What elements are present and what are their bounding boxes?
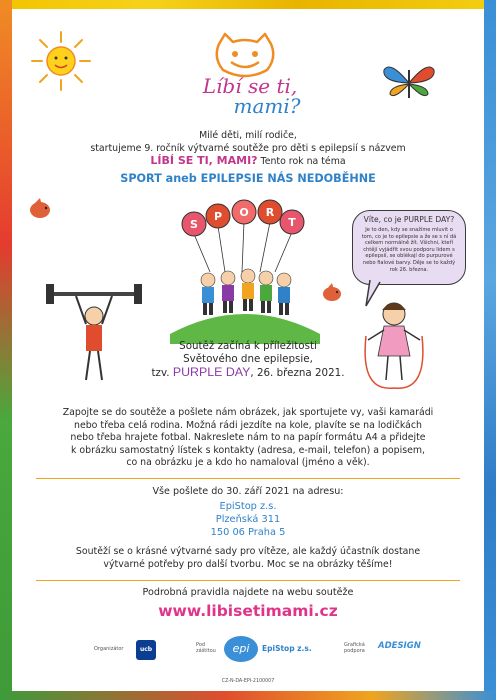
sport-balloons-drawing xyxy=(170,194,320,344)
instructions-line: nebo třeba hrajete fotbal. Nakreslete nám to na papír formátu A4 a přidejte xyxy=(70,432,426,444)
intro-greeting: Milé děti, milí rodiče, xyxy=(199,130,297,141)
start-line3-pre: tzv. xyxy=(151,366,173,379)
sun-drawing xyxy=(28,28,94,94)
organizer-label: Organizátor xyxy=(94,646,124,652)
ucb-logo: ucb xyxy=(136,640,156,660)
intro-block xyxy=(40,130,456,186)
logo-title xyxy=(180,76,320,116)
balloon-letter-4: R xyxy=(265,206,275,219)
rules-text: Podrobná pravidla najdete na webu soutěže xyxy=(142,587,354,598)
balloon-letter-2: P xyxy=(213,210,223,223)
start-line3 xyxy=(120,366,376,380)
bird-right-drawing xyxy=(320,282,344,304)
bird-left-drawing xyxy=(26,196,54,222)
graphic-label: Grafická podpora xyxy=(344,642,365,654)
prizes xyxy=(36,546,460,571)
butterfly-drawing xyxy=(380,58,438,108)
patron-label: Pod záštitou xyxy=(196,642,216,654)
start-line1: Soutěž začíná k příležitosti xyxy=(179,340,317,352)
logo-line1: Líbí se ti, xyxy=(202,74,298,98)
bubble-body: Je to den, kdy se snažíme mluvit o tom, co je to epilepsie a že se s ní dá celkem normálně žít. Všichni, kteří chtějí vyjádřit svou podporu lidem s epilepsií, se oblékají do purpurové nebo fialové barvy. Děje se to každý rok 26. března. xyxy=(361,227,457,273)
instructions-line: co na obrázku je a kdo ho namaloval (jméno a věk). xyxy=(126,457,370,469)
contest-theme: SPORT aneb EPILEPSIE NÁS NEDOBĚHNE xyxy=(120,171,376,185)
frame-left xyxy=(0,0,12,700)
divider-2 xyxy=(36,580,460,581)
address-block xyxy=(100,485,396,539)
purple-day-bubble xyxy=(352,210,466,285)
contest-name: LÍBÍ SE TI, MAMI? xyxy=(150,154,258,168)
epistop-logo-text: EpiStop z.s. xyxy=(262,644,312,653)
epi-logo-icon: epi xyxy=(224,636,258,662)
instructions xyxy=(36,407,460,470)
address-line2: Plzeňská 311 xyxy=(215,514,281,525)
instructions-line: nebo třeba celá rodina. Možná rádi jezdíte na kole, plavíte se na lodičkách xyxy=(74,419,422,431)
divider-1 xyxy=(36,478,460,479)
footer-code: CZ-N-DA-EPI-2100007 xyxy=(221,679,275,684)
prizes-line1: Soutěží se o krásné výtvarné sady pro vítěze, ale každý účastník dostane xyxy=(75,546,421,557)
logo-line2: mami? xyxy=(233,94,301,118)
address-line3: 150 06 Praha 5 xyxy=(210,527,286,538)
start-line2: Světového dne epilepsie, xyxy=(183,352,313,365)
address-intro: Vše pošlete do 30. září 2021 na adresu: xyxy=(152,486,344,497)
prizes-line2: výtvarné potřeby pro další tvorbu. Moc se na obrázky těšíme! xyxy=(103,558,393,570)
frame-bottom xyxy=(0,691,496,700)
instructions-line: Zapojte se do soutěže a pošlete nám obrázek, jak sportujete vy, vaši kamarádi xyxy=(62,407,434,418)
balloon-letter-1: S xyxy=(190,218,198,231)
frame-right xyxy=(484,0,496,700)
balloon-letter-3: O xyxy=(239,206,249,219)
balloon-letter-5: T xyxy=(288,216,296,229)
instructions-line: k obrázku samostatný lístek s kontakty (adresa, e-mail, telefon) a popisem, xyxy=(71,444,425,456)
bubble-title: Víte, co je PURPLE DAY? xyxy=(363,215,455,224)
intro-line3 xyxy=(40,155,456,169)
adesign-logo: ADESIGN xyxy=(378,641,421,651)
theme-intro: Tento rok na téma xyxy=(257,156,346,168)
address-line1: EpiStop z.s. xyxy=(219,501,277,512)
frame-top xyxy=(0,0,496,9)
start-info xyxy=(120,340,376,379)
start-line3-post: , 26. března 2021. xyxy=(250,366,345,379)
purple-day-highlight: PURPLE DAY xyxy=(172,364,251,379)
intro-line2: startujeme 9. ročník výtvarné soutěže pro děti s epilepsií s názvem xyxy=(90,142,406,154)
website-link[interactable]: www.libisetimami.cz xyxy=(158,602,338,620)
